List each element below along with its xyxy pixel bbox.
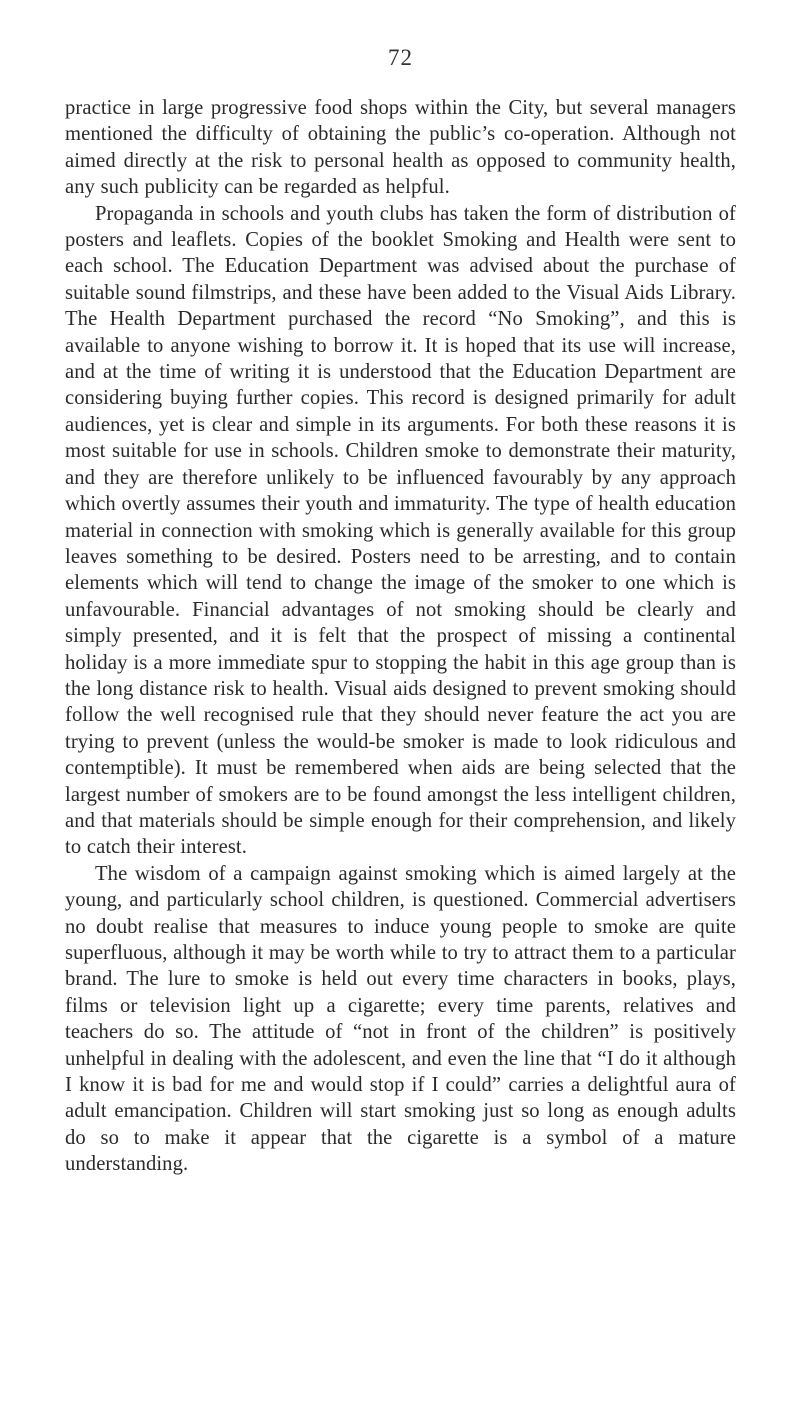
page-number: 72 xyxy=(388,45,413,70)
paragraph-2: Propaganda in schools and youth clubs has taken the form of distribution of posters and leaflets. Copies of the booklet Smoking and Health were sent to each school. The Education Department was advised about the purchase of suitable sound filmstrips, and these have been added to the Visual Aids Library. The Health Department purchased the record “No Smoking”, and this is available to anyone wishing to borrow it. It is hoped that its use will increase, and at the time of writing it is understood that the Education Department are considering buying further copies. This record is designed primarily for adult audiences, yet is clear and simple in its arguments. For both these reasons it is most suitable for use in schools. Children smoke to demonstrate their maturity, and they are therefore unlikely to be influenced favourably by any approach which overtly assumes their youth and immaturity. The type of health education material in connection with smoking which is generally available for this group leaves something to be desired. Posters need to be arresting, and to contain elements which will tend to change the image of the smoker to one which is unfavourable. Financial advantages of not smoking should be clearly and simply presented, and it is felt that the prospect of missing a continental holiday is a more immediate spur to stopping the habit in this age group than is the long distance risk to health. Visual aids designed to prevent smoking should follow the well recognised rule that they should never feature the act you are trying to prevent (unless the would-be smoker is made to look ridiculous and contemptible). It must be remembered when aids are being selected that the largest number of smokers are to be found amongst the less intelligent children, and that materials should be simple enough for their comprehension, and likely to catch their interest. xyxy=(65,202,736,859)
paragraph-1: practice in large progressive food shops within the City, but several managers mentioned the difficulty of obtaining the public’s co-operation. Although not aimed directly at the risk to personal health as opposed to community health, any such publicity can be regarded as helpful. xyxy=(65,97,736,199)
paragraph-3: The wisdom of a campaign against smoking which is aimed largely at the young, and particularly school children, is questioned. Commercial advertisers no doubt realise that measures to induce young people to smoke are quite superfluous, although it may be worth while to try to attract them to a particular brand. The lure to smoke is held out every time characters in books, plays, films or television light up a cigarette; every time parents, relatives and teachers do so. The attitude of “not in front of the children” is positively unhelpful in dealing with the adolescent, and even the line that “I do it although I know it is bad for me and would stop if I could” carries a delightful aura of adult emancipation. Children will start smoking just so long as enough adults do so to make it appear that the cigarette is a symbol of a mature understanding. xyxy=(65,862,736,1176)
body-text xyxy=(65,95,736,1178)
